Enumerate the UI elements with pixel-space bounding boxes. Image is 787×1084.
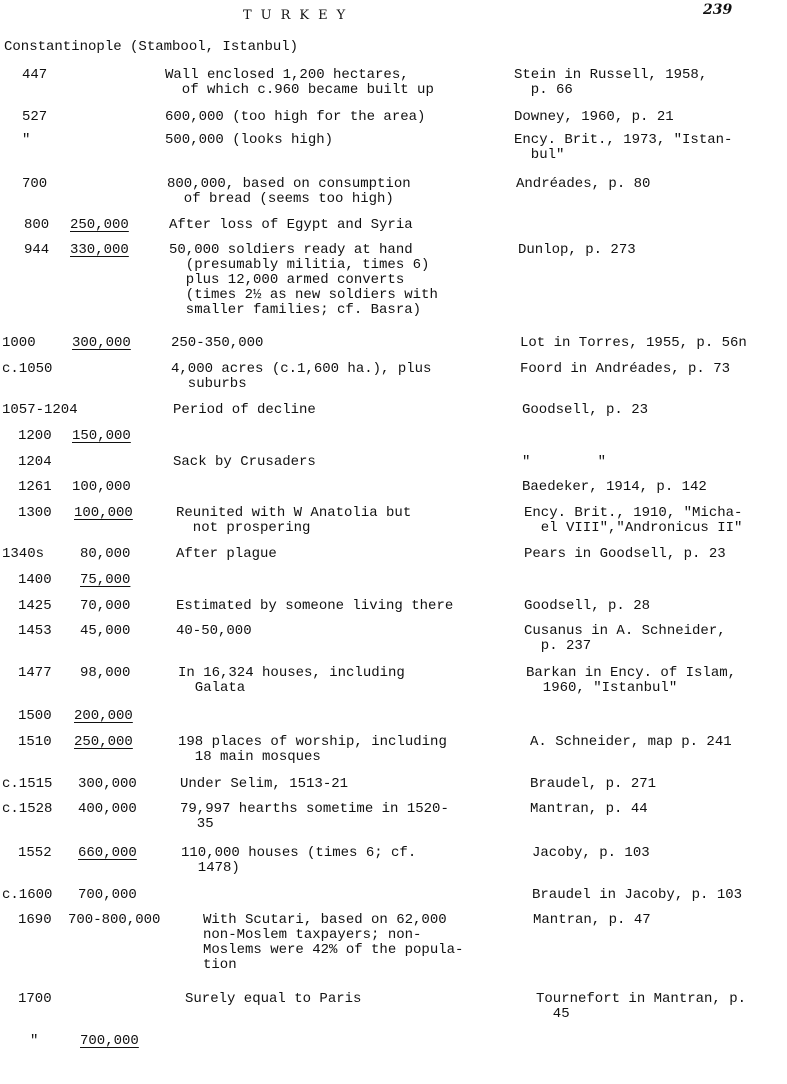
- row-year: 1552: [18, 845, 52, 861]
- row-year: 1200: [18, 428, 52, 444]
- row-population: 70,000: [80, 598, 131, 614]
- row-year: 800: [24, 217, 50, 233]
- row-note: After loss of Egypt and Syria: [169, 217, 413, 233]
- row-population: 250,000: [70, 217, 129, 233]
- row-note: 600,000 (too high for the area): [165, 109, 426, 125]
- row-year: 1300: [18, 505, 52, 521]
- row-year: 1510: [18, 734, 52, 750]
- row-note: 79,997 hearths sometime in 1520- 35: [180, 801, 449, 832]
- row-note: Surely equal to Paris: [185, 991, 362, 1007]
- row-source: Goodsell, p. 23: [522, 402, 649, 418]
- row-year: 447: [22, 67, 48, 83]
- row-note: 4,000 acres (c.1,600 ha.), plus suburbs: [171, 361, 432, 392]
- row-source: Cusanus in A. Schneider, p. 237: [524, 623, 726, 654]
- row-population: 700,000: [78, 887, 137, 903]
- row-year: 1425: [18, 598, 52, 614]
- row-note: With Scutari, based on 62,000 non-Moslem taxpayers; non- Moslems were 42% of the popula- tion: [203, 912, 464, 973]
- row-note: In 16,324 houses, including Galata: [178, 665, 405, 696]
- page-number: 239: [703, 2, 733, 18]
- row-population: 98,000: [80, 665, 131, 681]
- row-year: 1453: [18, 623, 52, 639]
- row-year: c.1528: [2, 801, 53, 817]
- row-source: Barkan in Ency. of Islam, 1960, "Istanbul": [526, 665, 737, 696]
- row-note: 50,000 soldiers ready at hand (presumably militia, times 6) plus 12,000 armed converts (times 2½ as new soldiers with smaller families; cf. Basra): [169, 242, 438, 318]
- row-population: 100,000: [74, 505, 133, 521]
- row-population: 400,000: [78, 801, 137, 817]
- row-population: 300,000: [72, 335, 131, 351]
- row-source: Ency. Brit., 1973, "Istan- bul": [514, 132, 733, 163]
- row-source: Ency. Brit., 1910, "Micha- el VIII","Andronicus II": [524, 505, 743, 536]
- row-note: Sack by Crusaders: [173, 454, 316, 470]
- row-year: 1340s: [2, 546, 45, 562]
- row-year: 1690: [18, 912, 52, 928]
- row-source: Goodsell, p. 28: [524, 598, 651, 614]
- row-note: After plague: [176, 546, 277, 562]
- row-population: 100,000: [72, 479, 131, 495]
- row-population: 700-800,000: [68, 912, 161, 928]
- table-row: [0, 1034, 787, 1084]
- row-year: ": [22, 132, 31, 148]
- city-heading: Constantinople (Stambool, Istanbul): [4, 39, 299, 55]
- row-source: Tournefort in Mantran, p. 45: [536, 991, 747, 1022]
- row-source: Stein in Russell, 1958, p. 66: [514, 67, 708, 98]
- row-population: 330,000: [70, 242, 129, 258]
- row-note: 800,000, based on consumption of bread (seems too high): [167, 176, 411, 207]
- row-year: 1261: [18, 479, 52, 495]
- row-year: 944: [24, 242, 50, 258]
- row-source: Braudel in Jacoby, p. 103: [532, 887, 743, 903]
- row-source: Foord in Andréades, p. 73: [520, 361, 731, 377]
- row-note: Estimated by someone living there: [176, 598, 454, 614]
- row-note: 250-350,000: [171, 335, 264, 351]
- row-source: Downey, 1960, p. 21: [514, 109, 674, 125]
- row-year: c.1050: [2, 361, 53, 377]
- row-year: 1500: [18, 708, 52, 724]
- row-population: 300,000: [78, 776, 137, 792]
- row-source: Baedeker, 1914, p. 142: [522, 479, 707, 495]
- row-population: 80,000: [80, 546, 131, 562]
- row-population: 250,000: [74, 734, 133, 750]
- row-source: Pears in Goodsell, p. 23: [524, 546, 726, 562]
- row-year: 1000: [2, 335, 36, 351]
- row-year: c.1515: [2, 776, 53, 792]
- row-source: Mantran, p. 44: [530, 801, 648, 817]
- row-note: 110,000 houses (times 6; cf. 1478): [181, 845, 417, 876]
- row-population: 75,000: [80, 572, 131, 588]
- row-population: 200,000: [74, 708, 133, 724]
- row-year: c.1600: [2, 887, 53, 903]
- row-note: Period of decline: [173, 402, 316, 418]
- page-header-country: TURKEY: [243, 8, 355, 23]
- row-note: 198 places of worship, including 18 main mosques: [178, 734, 447, 765]
- row-source: Andréades, p. 80: [516, 176, 651, 192]
- row-note: Under Selim, 1513-21: [180, 776, 349, 792]
- row-source: " ": [522, 454, 607, 470]
- row-population: 45,000: [80, 623, 131, 639]
- row-source: Jacoby, p. 103: [532, 845, 650, 861]
- row-note: 40-50,000: [176, 623, 252, 639]
- row-year: 527: [22, 109, 48, 125]
- row-source: A. Schneider, map p. 241: [530, 734, 732, 750]
- row-population: 700,000: [80, 1033, 139, 1049]
- row-source: Dunlop, p. 273: [518, 242, 636, 258]
- row-year: 1057-1204: [2, 402, 78, 418]
- row-year: 700: [22, 176, 48, 192]
- row-year: 1400: [18, 572, 52, 588]
- row-year: 1204: [18, 454, 52, 470]
- row-population: 660,000: [78, 845, 137, 861]
- row-source: Lot in Torres, 1955, p. 56n: [520, 335, 747, 351]
- row-note: 500,000 (looks high): [165, 132, 334, 148]
- row-note: Reunited with W Anatolia but not prospering: [176, 505, 412, 536]
- row-source: Braudel, p. 271: [530, 776, 657, 792]
- row-note: Wall enclosed 1,200 hectares, of which c.960 became built up: [165, 67, 434, 98]
- row-year: 1477: [18, 665, 52, 681]
- row-year: 1700: [18, 991, 52, 1007]
- row-source: Mantran, p. 47: [533, 912, 651, 928]
- row-year: ": [30, 1033, 39, 1049]
- table-row: [0, 242, 787, 318]
- row-population: 150,000: [72, 428, 131, 444]
- table-row: [0, 912, 787, 973]
